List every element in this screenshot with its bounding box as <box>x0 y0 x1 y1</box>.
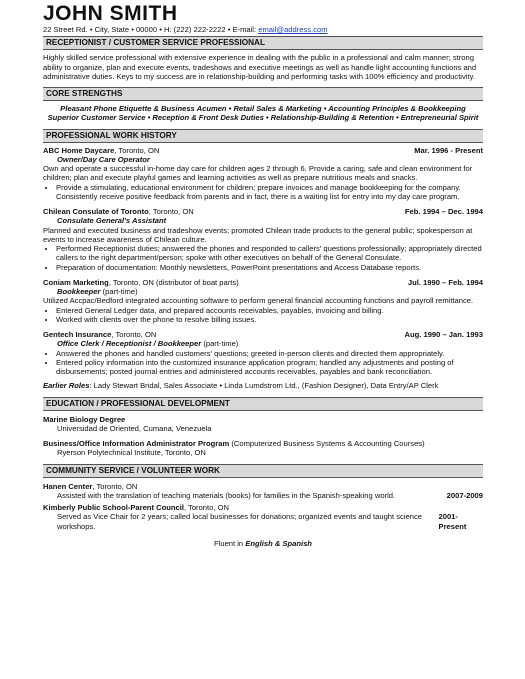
section-bar-title: RECEPTIONIST / CUSTOMER SERVICE PROFESSIONAL <box>43 36 483 50</box>
job-header <box>43 278 483 287</box>
education-title: Business/Office Information Administrator Program <box>43 439 230 448</box>
earlier-roles <box>43 381 483 390</box>
job-bullets <box>43 349 483 377</box>
education-school: Universidad de Oriented, Cumana, Venezuela <box>57 423 212 433</box>
section-bar-work-history: PROFESSIONAL WORK HISTORY <box>43 129 483 143</box>
job-bullet: • Entered policy information into the customized insurance application program; handled any adjustments and posting of disbursements; posted journal entries and administered accounts receivables, payables and bank reconciliation. <box>56 358 483 377</box>
community-detail-row <box>43 491 483 500</box>
candidate-name: JOHN SMITH <box>43 2 178 25</box>
job-employer-line <box>43 146 159 155</box>
education-school: Ryerson Polytechnical Institute, Toronto, ON <box>57 448 206 458</box>
languages-prefix: Fluent in <box>214 538 246 548</box>
job-title-suffix: (part-time) <box>201 339 239 349</box>
job-description: Planned and executed business and tradeshow events; promoted Chilean trade products to the general public; spokesperson at events to increase awareness of Chilean culture. <box>43 225 473 244</box>
strengths-line-2: Superior Customer Service • Reception & Front Desk Duties • Relationship-Building & Retention • Entrepreneurial Spirit <box>47 113 479 123</box>
section-bar-education: EDUCATION / PROFESSIONAL DEVELOPMENT <box>43 397 483 411</box>
job-title: Bookkeeper <box>57 287 101 296</box>
job-date: Aug. 1990 – Jan. 1993 <box>404 330 483 339</box>
job-employer-line <box>43 207 194 216</box>
community-description: Served as Vice Chair for 2 years; called local businesses for donations; organized events and taught science workshops. <box>57 512 422 531</box>
job-title-line <box>43 216 483 225</box>
job-bullet: • Preparation of documentation: Monthly newsletters, PowerPoint presentations and Access Database reports. <box>56 263 483 272</box>
job-description: Utilized Accpac/Bedford integrated accounting software to perform general financial accounting functions and payroll remittance. <box>43 296 474 306</box>
job-employer: ABC Home Daycare <box>43 145 115 155</box>
job-bullet: • Provide a stimulating, educational environment for children; prepare invoices and manage bookkeeping for the company. Consistently receive positive feedback from parents and in fact, there is a waiting list for entry into my day care program. <box>56 183 483 202</box>
job-location: , Toronto, ON <box>114 145 160 155</box>
job-employer-line <box>43 278 239 287</box>
job-bullets <box>43 183 483 202</box>
strengths-line-1: Pleasant Phone Etiquette & Business Acumen • Retail Sales & Marketing • Accounting Principles & Bookkeeping <box>60 104 466 113</box>
job-description: Own and operate a successful in-home day care for children ages 2 through 6. Provide a caring, safe and clean environment for children; plan and execute playful games and learning activities as well as prepare nutritious meals and snacks. <box>43 164 473 183</box>
community-list <box>43 482 483 531</box>
job-header <box>43 146 483 155</box>
job-bullet: • Worked with clients over the phone to resolve billing issues. <box>56 315 483 324</box>
community-org: Hanen Center <box>43 481 93 491</box>
community-org-line <box>43 482 483 491</box>
community-date: 2007-2009 <box>446 490 483 500</box>
email-link[interactable]: email@address.com <box>258 25 328 34</box>
job-date: Feb. 1994 – Dec. 1994 <box>404 207 483 216</box>
job-bullet: • Entered General Ledger data, and prepared accounts receivables, payables, invoicing and billing. <box>56 306 483 315</box>
education-list <box>43 415 483 458</box>
community-org-line <box>43 503 483 512</box>
earlier-roles-text: : Lady Stewart Bridal, Sales Associate • Linda Lumdstrom Ltd., (Fashion Designer), Data Entry/AP Clerk <box>89 381 439 391</box>
languages-line <box>43 539 483 548</box>
languages-value: English & Spanish <box>245 538 312 548</box>
job-title: Office Clerk / Receptionist / Bookkeeper <box>57 339 202 349</box>
job-title-line <box>43 155 483 164</box>
job-title-line <box>43 339 483 348</box>
earlier-roles-label: Earlier Roles <box>43 381 90 391</box>
job-bullets <box>43 244 483 272</box>
job-list <box>43 146 483 377</box>
job-header <box>43 207 483 216</box>
job-title-line <box>43 287 483 296</box>
community-org: Kimberly Public School-Parent Council <box>43 503 184 512</box>
job-location: , Toronto, ON (distributor of boat parts) <box>108 277 239 287</box>
job-date: Mar. 1996 - Present <box>414 145 483 155</box>
job-date: Jul. 1990 – Feb. 1994 <box>407 277 483 287</box>
contact-line <box>43 25 483 34</box>
section-bar-community: COMMUNITY SERVICE / VOLUNTEER WORK <box>43 464 483 478</box>
contact-details: 22 Street Rd. • City, State • 00000 • H: (222) 222-2222 • E-mail: <box>43 25 259 34</box>
job-title: Owner/Day Care Operator <box>57 154 150 164</box>
summary-text: Highly skilled service professional with extensive experience in dealing with the public in a professional and calm manner; strong ability to organize, plan and execute events, tradeshows and executive meetings as well as handle light accounting functions and administrative duties. Keys to my success are in relationship-building and performing tasks with 100% efficiency and productivity. <box>43 53 477 81</box>
job-employer: Gentech Insurance <box>43 330 112 339</box>
job-bullets <box>43 306 483 325</box>
job-employer-line <box>43 330 156 339</box>
education-title-line <box>43 439 483 448</box>
job-location: , Toronto, ON <box>148 207 194 216</box>
resume-page <box>43 0 483 548</box>
community-detail-row <box>43 512 483 531</box>
community-description: Assisted with the translation of teaching materials (books) for families in the Spanish-speaking world. <box>57 490 396 500</box>
section-bar-core-strengths: CORE STRENGTHS <box>43 87 483 101</box>
job-location: , Toronto, ON <box>111 330 157 339</box>
education-title-suffix: (Computerized Business Systems & Accounting Courses) <box>229 439 425 448</box>
job-header <box>43 330 483 339</box>
job-title: Consulate General's Assistant <box>57 216 167 226</box>
community-location: , Toronto, ON <box>183 503 229 512</box>
job-bullet: • Answered the phones and handled customers' questions; greeted in-person clients and directed them appropriately. <box>56 349 483 358</box>
job-title-suffix: (part-time) <box>100 287 138 296</box>
job-bullet: • Performed Receptionist duties; answered the phones and responded to callers' questions professionally; appropriately directed callers to the right department/person; spoke with other executives on behalf of the General Consulate. <box>56 244 483 263</box>
job-employer: Chilean Consulate of Toronto <box>43 207 149 216</box>
education-title: Marine Biology Degree <box>43 414 126 424</box>
job-employer: Coniam Marketing <box>43 277 109 287</box>
education-title-line <box>43 415 483 424</box>
community-date: 2001-Present <box>438 512 467 531</box>
community-location: , Toronto, ON <box>92 481 138 491</box>
